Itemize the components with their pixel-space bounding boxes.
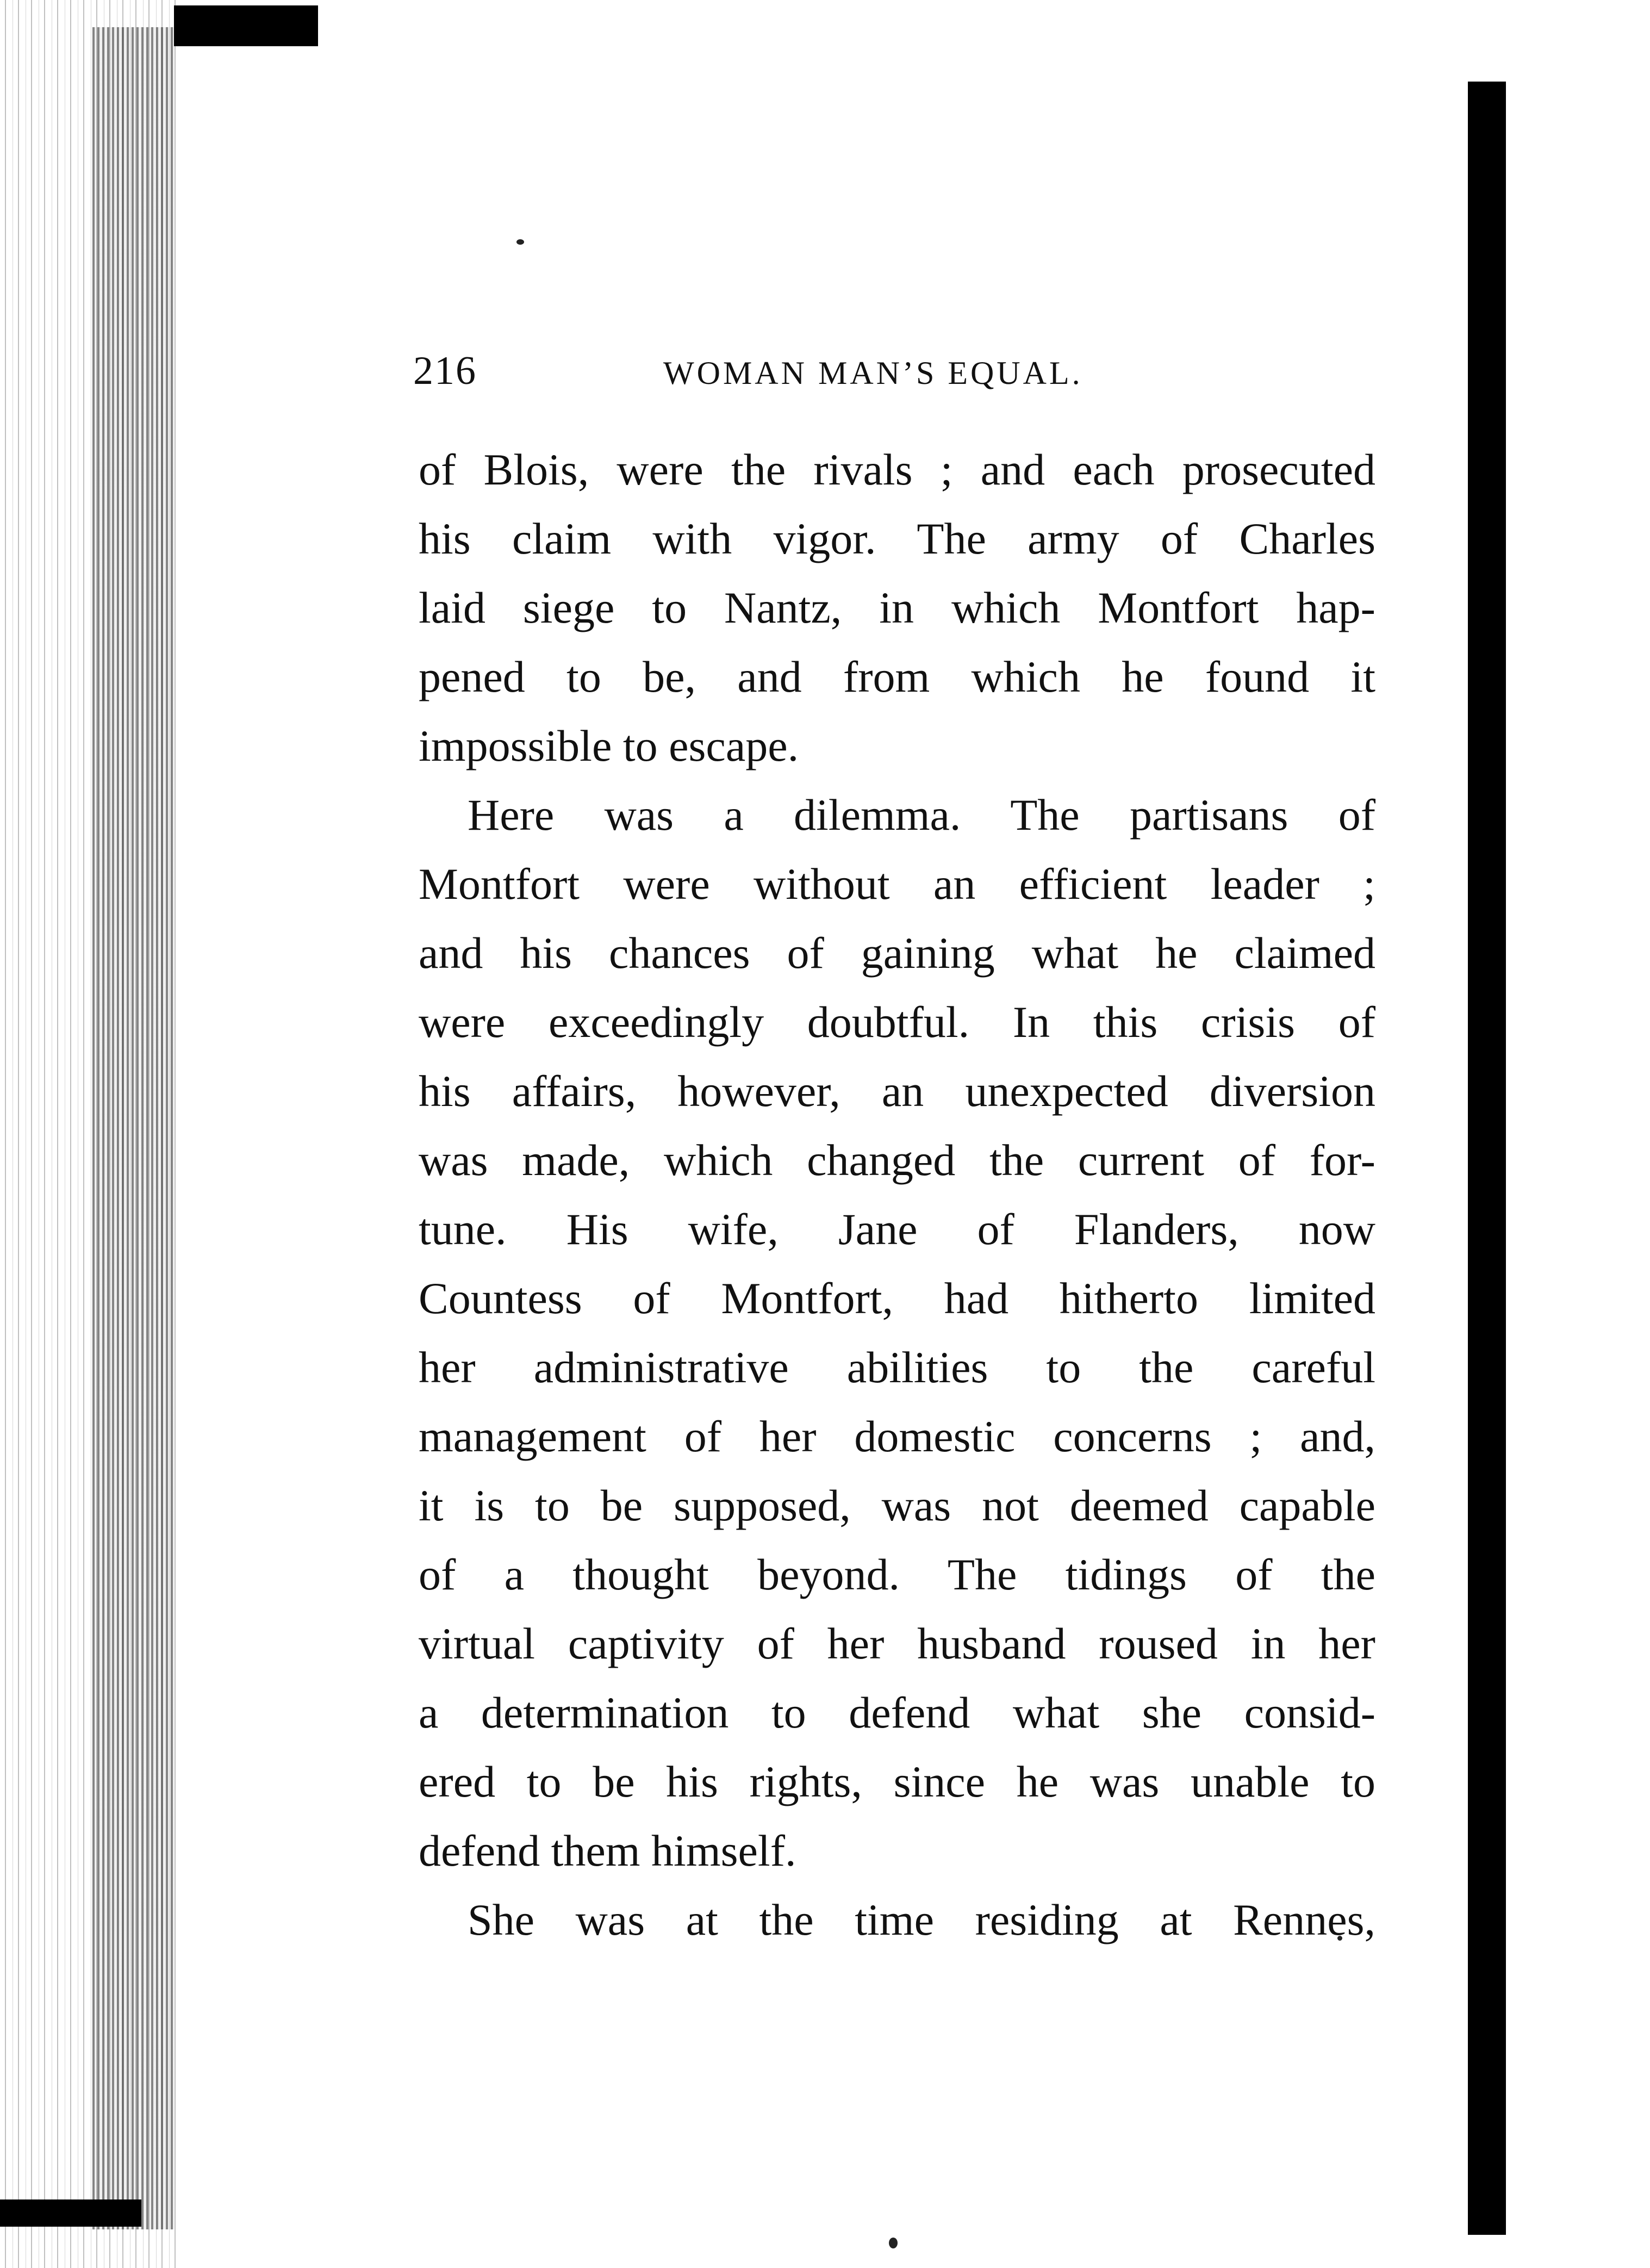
text-line: of a thought beyond. The tidings of the [419, 1550, 1375, 1599]
text-line: a determination to defend what she consid- [419, 1688, 1375, 1737]
running-head: WOMAN MAN’S EQUAL. [663, 355, 1083, 391]
text-line: tune. His wife, Jane of Flanders, now [419, 1204, 1375, 1254]
text-line: his affairs, however, an unexpected diversion [419, 1066, 1375, 1116]
text-line: laid siege to Nantz, in which Montfort hap- [419, 583, 1375, 632]
text-line: defend them himself. [419, 1826, 796, 1875]
text-line: it is to be supposed, was not deemed capable [419, 1481, 1375, 1530]
scan-edge-bottom [0, 2199, 141, 2227]
text-line: ered to be his rights, since he was unable to [419, 1757, 1375, 1806]
scan-edge-tab [174, 5, 318, 46]
text-line: management of her domestic concerns ; and, [419, 1412, 1375, 1461]
page-header [413, 348, 1381, 408]
text-line: and his chances of gaining what he claimed [419, 928, 1375, 978]
text-line: pened to be, and from which he found it [419, 652, 1375, 701]
text-line: Montfort were without an efficient leader ; [419, 859, 1375, 909]
text-line: impossible to escape. [419, 721, 799, 771]
text-line: were exceedingly doubtful. In this crisis of [419, 997, 1375, 1047]
text-line: She was at the time residing at Rennes, [468, 1895, 1375, 1944]
text-line: Countess of Montfort, had hitherto limited [419, 1273, 1375, 1323]
binding-shadow [92, 27, 174, 2229]
text-line: virtual captivity of her husband roused in her [419, 1619, 1375, 1668]
page-edge-shadow [1468, 82, 1506, 2235]
text-line: was made, which changed the current of for- [419, 1135, 1375, 1185]
text-line: of Blois, were the rivals ; and each prosecuted [419, 445, 1375, 494]
text-line: Here was a dilemma. The partisans of [468, 790, 1375, 840]
ink-speck [516, 239, 524, 245]
body-text [419, 435, 1375, 1954]
ink-speck [889, 2238, 898, 2248]
text-line: her administrative abilities to the careful [419, 1343, 1375, 1392]
text-line: his claim with vigor. The army of Charles [419, 514, 1375, 563]
page-number: 216 [413, 349, 477, 393]
